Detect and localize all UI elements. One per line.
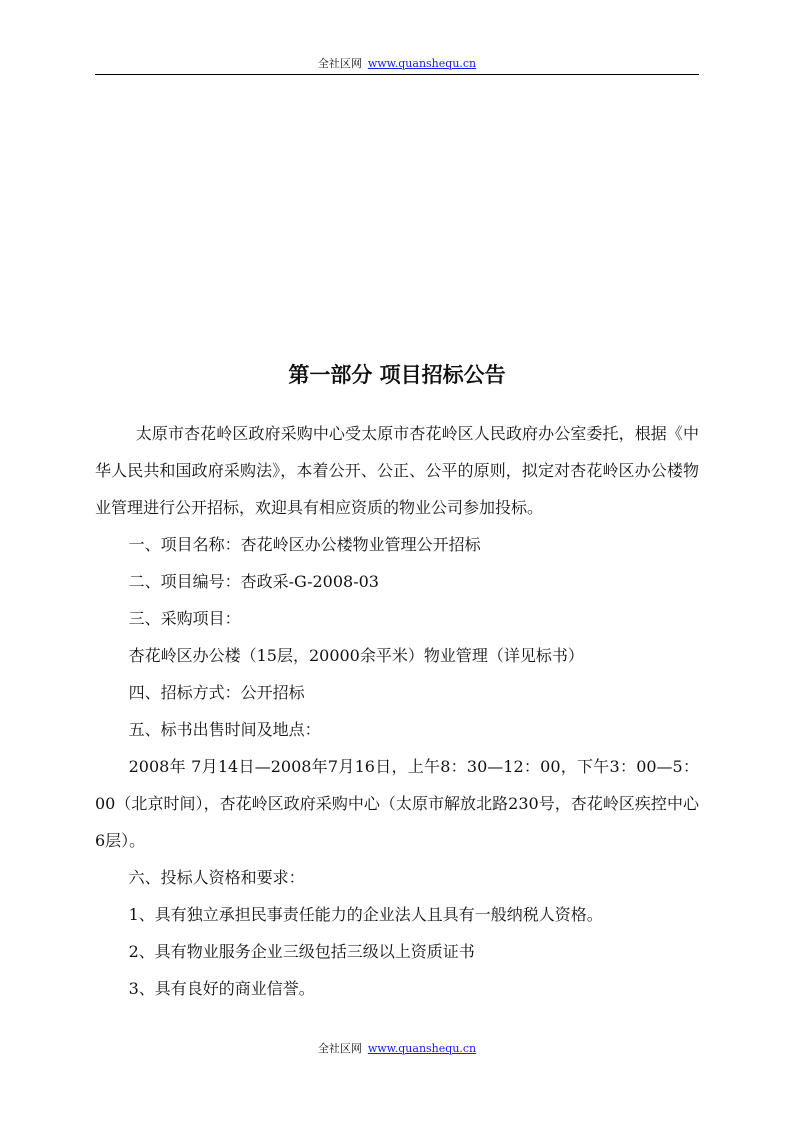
- header-site-link[interactable]: www.quanshequ.cn: [367, 57, 477, 70]
- intro-paragraph: 太原市杏花岭区政府采购中心受太原市杏花岭区人民政府办公室委托，根据《中华人民共和国政府采购法》，本着公开、公正、公平的原则，拟定对杏花岭区办公楼物业管理进行公开招标，欢迎具有相应资质的物业公司参加投标。: [95, 424, 699, 517]
- item-sale-time-place: 五、标书出售时间及地点：: [128, 720, 321, 739]
- page-header: [0, 57, 794, 71]
- item-bid-method: 四、招标方式：公开招标: [128, 683, 305, 702]
- item-procurement: 三、采购项目：: [128, 609, 241, 628]
- footer-site-link[interactable]: www.quanshequ.cn: [367, 1042, 477, 1055]
- footer-site-name: 全社区网: [317, 1042, 362, 1055]
- item-sale-time-detail: 2008年 7月14日—2008年7月16日，上午8：30—12：00，下午3：00—5：00（北京时间），杏花岭区政府采购中心（太原市解放北路230号，杏花岭区疾控中心6层）。: [95, 757, 699, 850]
- item-qualifications: 六、投标人资格和要求：: [128, 868, 305, 887]
- header-divider: [95, 74, 699, 75]
- item-procurement-detail: 杏花岭区办公楼（15层，20000余平米）物业管理（详见标书）: [128, 646, 584, 665]
- requirement-2: 2、具有物业服务企业三级包括三级以上资质证书: [128, 942, 475, 961]
- item-project-number: 二、项目编号：杏政采-G-2008-03: [128, 572, 379, 591]
- requirement-1: 1、具有独立承担民事责任能力的企业法人且具有一般纳税人资格。: [128, 905, 603, 924]
- item-project-name: 一、项目名称：杏花岭区办公楼物业管理公开招标: [128, 535, 481, 554]
- requirement-3: 3、具有良好的商业信誉。: [128, 979, 315, 998]
- document-body: [95, 415, 699, 1007]
- page-footer: [0, 1042, 794, 1056]
- document-title: 第一部分 项目招标公告: [288, 363, 506, 387]
- header-site-name: 全社区网: [317, 57, 362, 70]
